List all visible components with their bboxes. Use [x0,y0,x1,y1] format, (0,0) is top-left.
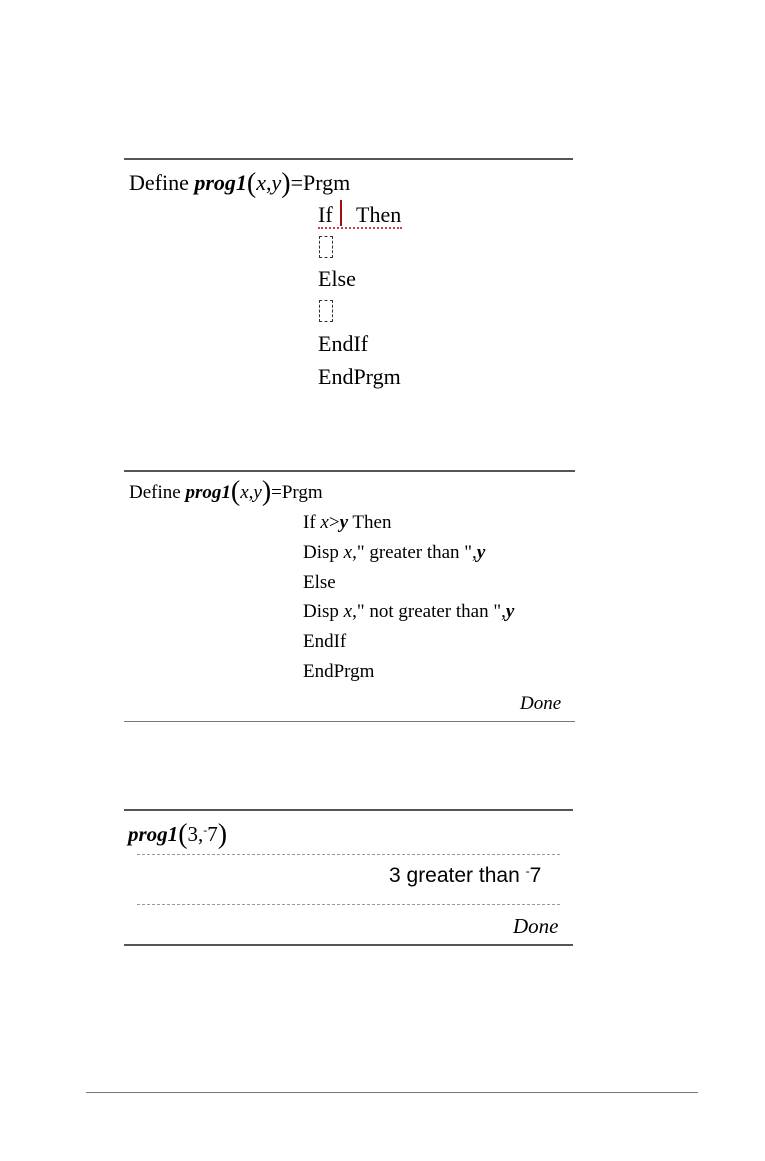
disp-string: ," not greater than ", [352,601,506,622]
paren-close: ) [281,168,291,199]
block2-bottom-rule [124,721,575,722]
block1-define-line [129,168,351,199]
arg-y: y [253,482,262,503]
arg-comma: , [248,482,254,503]
output-text: 3 greater than [389,864,526,887]
block2-if-line [303,512,391,534]
output-number: 7 [529,864,542,887]
block2-top-rule [124,470,575,472]
paren-close: ) [217,819,228,850]
arg-three: 3, [187,822,204,846]
then-keyword: Then [352,512,392,533]
block3-dashed-separator-bottom [137,904,560,905]
block2-endprgm-line: EndPrgm [303,661,375,682]
output-negative-sign: - [525,864,530,878]
program-name: prog1 [185,482,231,503]
if-keyword: If [318,202,333,227]
block1-then-keyword: Then [356,202,402,227]
disp-keyword: Disp [303,542,339,563]
arg-x: x [240,482,249,503]
define-keyword: Define [129,482,181,503]
block2-disp2-line [303,601,514,623]
cond-operator: > [328,512,340,533]
spellcheck-underline [318,227,402,229]
block3-output-line [389,864,541,888]
disp-keyword: Disp [303,601,339,622]
text-cursor [340,200,342,226]
block1-endif-line: EndIf [318,331,369,356]
paren-open: ( [246,168,257,199]
then-placeholder-box[interactable] [319,236,333,258]
prgm-keyword: =Prgm [271,482,323,503]
negative-sign: - [203,823,208,837]
disp-string: ," greater than ", [352,542,477,563]
block2-define-line [129,476,323,507]
block1-endprgm-line: EndPrgm [318,364,401,389]
block2-endif-line: EndIf [303,631,347,652]
page-footer-rule [86,1092,698,1093]
disp-y: y [505,601,515,622]
block2-disp1-line [303,542,485,564]
block1-top-rule [124,158,573,160]
paren-close: ) [261,476,272,507]
program-name: prog1 [128,822,179,846]
arg-comma: , [266,170,272,195]
define-keyword: Define [129,170,189,195]
if-keyword: If [303,512,316,533]
else-placeholder-box[interactable] [319,300,333,322]
arg-x: x [256,170,267,195]
block3-dashed-separator-top [137,854,560,855]
block1-if-line[interactable] [318,202,333,228]
block2-result: Done [520,693,562,714]
paren-open: ( [178,819,188,850]
disp-x: x [343,601,353,622]
block3-bottom-rule [124,944,573,946]
paren-open: ( [230,476,241,507]
block1-else-line: Else [318,266,356,291]
block3-input-line [128,819,228,850]
disp-x: x [343,542,353,563]
block3-result: Done [513,914,559,938]
program-name: prog1 [194,170,247,195]
cond-y: y [339,512,348,533]
cond-x: x [320,512,329,533]
block3-top-rule [124,809,573,811]
block2-else-line: Else [303,572,336,593]
arg-y: y [271,170,282,195]
disp-y: y [476,542,486,563]
arg-seven: 7 [207,822,218,846]
prgm-keyword: =Prgm [290,170,351,195]
